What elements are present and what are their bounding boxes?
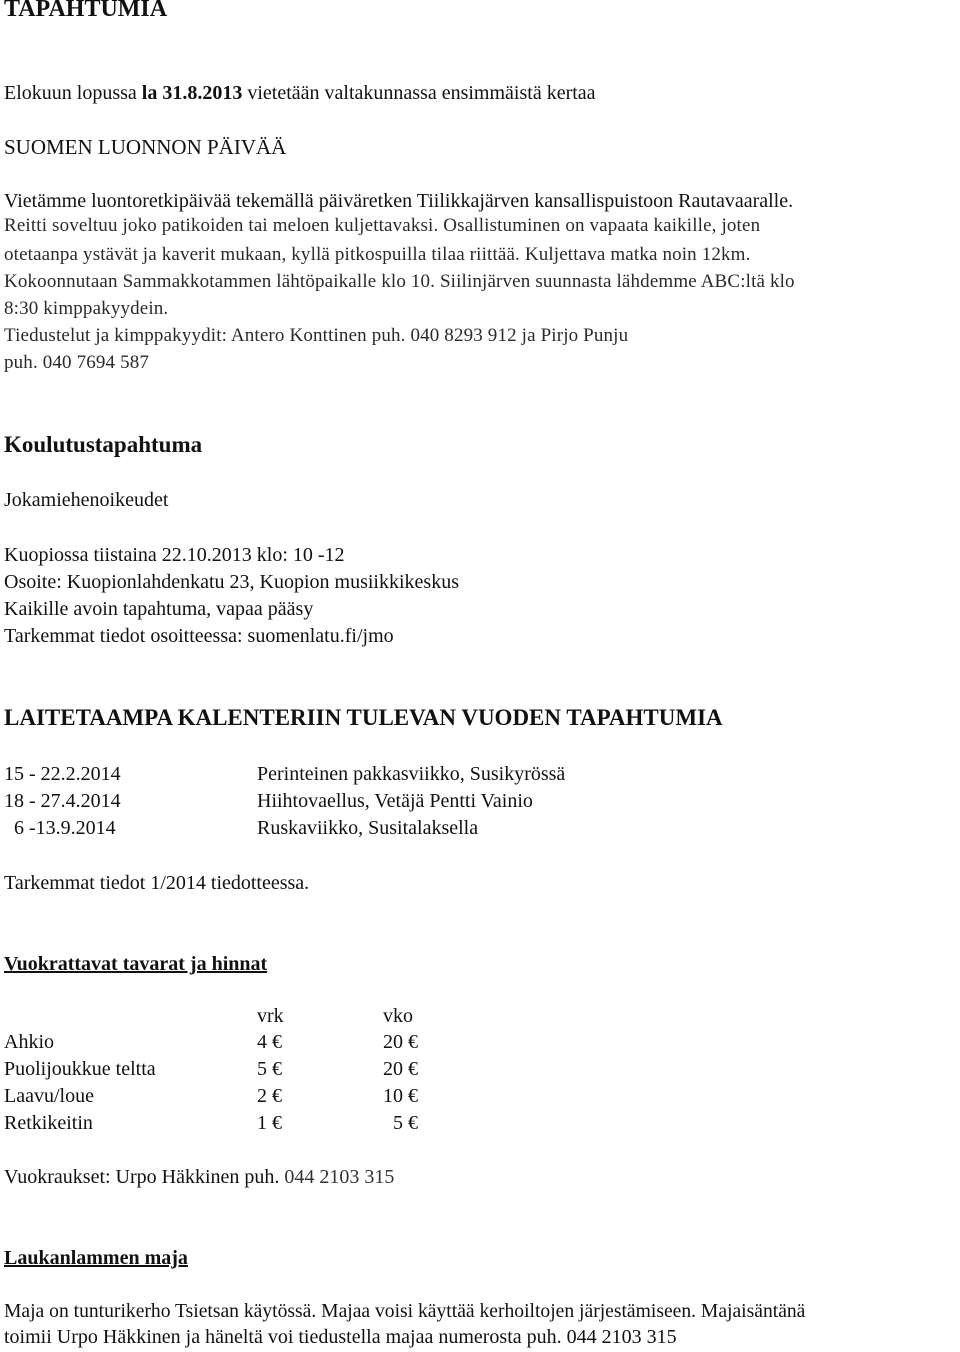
page-title: TAPAHTUMIA: [4, 0, 168, 22]
event-date: 15 - 22.2.2014: [4, 763, 121, 785]
rental-price-week: 10 €: [383, 1085, 418, 1107]
rentals-contact-phone: 044 2103 315: [284, 1166, 395, 1188]
training-line: Kaikille avoin tapahtuma, vapaa pääsy: [4, 598, 314, 620]
intro-text-line: Vietämme luontoretkipäivää tekemällä päiväretken Tiilikkajärven kansallispuistoon Rautavaaralle.: [4, 190, 794, 212]
rental-price-day: 1 €: [257, 1112, 282, 1134]
training-subtitle: Jokamiehenoikeudet: [4, 489, 169, 511]
training-line: Kuopiossa tiistaina 22.10.2013 klo: 10 -12: [4, 544, 345, 566]
rental-item: Laavu/loue: [4, 1085, 94, 1107]
rental-price-day: 4 €: [257, 1031, 282, 1053]
cabin-text-line: toimii Urpo Häkkinen ja häneltä voi tiedustella majaa numerosta puh. 044 2103 315: [4, 1326, 677, 1348]
intro-text-line: 8:30 kimppakyydein.: [4, 298, 169, 319]
intro-text-line: Reitti soveltuu joko patikoiden tai meloen kuljettavaksi. Osallistuminen on vapaata kaikille, joten: [4, 215, 761, 236]
rental-item: Retkikeitin: [4, 1112, 93, 1134]
rental-price-week: 20 €: [383, 1031, 418, 1053]
rentals-contact-label: Vuokraukset: Urpo Häkkinen puh.: [4, 1166, 285, 1188]
cabin-text-line: Maja on tunturikerho Tsietsan käytössä. Majaa voisi käyttää kerhoiltojen järjestämiseen. Majaisäntänä: [4, 1301, 806, 1322]
event-name: Hiihtovaellus, Vetäjä Pentti Vainio: [257, 790, 533, 812]
rental-price-day: 5 €: [257, 1058, 282, 1080]
intro-pre: Elokuun lopussa: [4, 82, 142, 104]
intro-date: la 31.8.2013: [141, 82, 243, 104]
calendar-note: Tarkemmat tiedot 1/2014 tiedotteessa.: [4, 872, 310, 894]
intro-post: vietetään valtakunnassa ensimmäistä kertaa: [242, 82, 596, 104]
training-heading: Koulutustapahtuma: [4, 432, 203, 457]
cabin-heading: Laukanlammen maja: [4, 1247, 188, 1269]
rental-item: Ahkio: [4, 1031, 54, 1053]
event-name: SUOMEN LUONNON PÄIVÄÄ: [4, 135, 287, 159]
intro-text-line: Kokoonnutaan Sammakkotammen lähtöpaikalle klo 10. Siilinjärven suunnasta lähdemme ABC:ltä klo: [4, 271, 795, 292]
intro-text-line: otetaanpa ystävät ja kaverit mukaan, kyllä pitkospuilla tilaa riittää. Kuljettava matka noin 12km.: [4, 244, 751, 265]
rental-price-week: 20 €: [383, 1058, 418, 1080]
event-name: Ruskaviikko, Susitalaksella: [257, 817, 479, 839]
intro-line: [4, 81, 596, 105]
rentals-heading: Vuokrattavat tavarat ja hinnat: [4, 953, 268, 975]
training-line: Osoite: Kuopionlahdenkatu 23, Kuopion musiikkikeskus: [4, 571, 459, 593]
event-date: 6 -13.9.2014: [4, 817, 116, 839]
event-name: Perinteinen pakkasviikko, Susikyrössä: [257, 763, 566, 785]
rental-item: Puolijoukkue teltta: [4, 1058, 156, 1080]
col-header-day: vrk: [257, 1005, 284, 1027]
intro-text-line: Tiedustelut ja kimppakyydit: Antero Konttinen puh. 040 8293 912 ja Pirjo Punju: [4, 325, 629, 346]
calendar-heading: LAITETAAMPA KALENTERIIN TULEVAN VUODEN TAPAHTUMIA: [4, 705, 723, 730]
intro-text-line: puh. 040 7694 587: [4, 352, 150, 373]
rental-price-day: 2 €: [257, 1085, 282, 1107]
col-header-week: vko: [383, 1005, 413, 1027]
rental-price-week: 5 €: [393, 1112, 418, 1134]
event-date: 18 - 27.4.2014: [4, 790, 121, 812]
rentals-contact: [4, 1165, 394, 1189]
training-line: Tarkemmat tiedot osoitteessa: suomenlatu.fi/jmo: [4, 625, 394, 647]
